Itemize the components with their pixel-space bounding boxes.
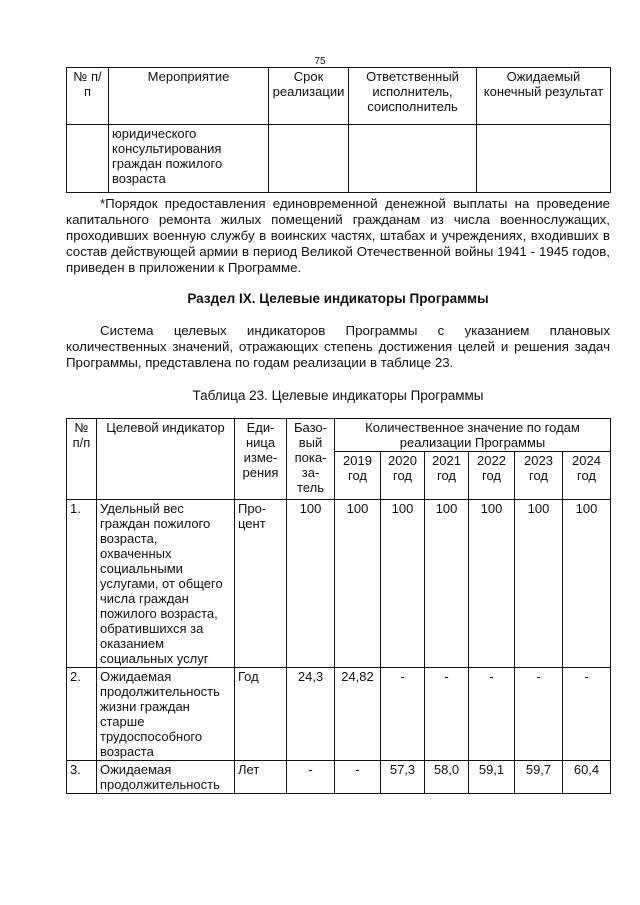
- header-executor: Ответственный исполнитель, соисполнитель: [349, 68, 477, 125]
- header-result: Ожидаемый конечный результат: [477, 68, 611, 125]
- cell-value: 59,1: [469, 761, 515, 794]
- cell-value: 60,4: [563, 761, 611, 794]
- header-year: 2022 год: [469, 452, 515, 500]
- table-caption: Таблица 23. Целевые индикаторы Программы: [192, 388, 484, 403]
- header-base: Базо-вый пока-за-тель: [287, 419, 335, 500]
- header-year: 2021 год: [425, 452, 469, 500]
- cell-base: 100: [287, 500, 335, 668]
- table-header-row: [67, 68, 611, 125]
- cell-unit: Год: [235, 668, 287, 761]
- cell-value: 57,3: [381, 761, 425, 794]
- cell-num: 2.: [67, 668, 97, 761]
- header-unit: Еди-ница изме-рения: [235, 419, 287, 500]
- footnote-paragraph: *Порядок предоставления единовременной денежной выплаты на проведение капитального ремонта жилых помещений гражданам из числа военнослужащих, проходивших военную службу в воинских частях, штабах и учреждениях, входивших в состав действующей армии в период Великой Отечественной войны 1941 - 1945 годов, приведен в приложении к Программе.: [66, 196, 610, 275]
- cell-measure: юридического консультирования граждан пожилого возраста: [109, 125, 269, 193]
- cell-value: -: [335, 761, 381, 794]
- cell-value: -: [515, 668, 563, 761]
- page-number: 75: [314, 56, 326, 67]
- cell-value: 100: [515, 500, 563, 668]
- cell-num: 3.: [67, 761, 97, 794]
- header-measure: Мероприятие: [109, 68, 269, 125]
- cell-value: 59,7: [515, 761, 563, 794]
- cell-value: -: [425, 668, 469, 761]
- header-year: 2019 год: [335, 452, 381, 500]
- header-num: № п/п: [67, 419, 97, 500]
- table-row: [67, 668, 611, 761]
- cell-value: 24,82: [335, 668, 381, 761]
- cell-num: [67, 125, 109, 193]
- cell-num: 1.: [67, 500, 97, 668]
- cell-value: 100: [469, 500, 515, 668]
- header-year: 2024 год: [563, 452, 611, 500]
- cell-unit: Лет: [235, 761, 287, 794]
- table-row: [67, 500, 611, 668]
- table-row: [67, 125, 611, 193]
- header-indicator: Целевой индикатор: [97, 419, 235, 500]
- cell-indicator: Ожидаемая продолжительность жизни граждан старше трудоспособного возраста: [97, 668, 235, 761]
- section-heading: Раздел IX. Целевые индикаторы Программы: [187, 291, 489, 306]
- header-year: 2020 год: [381, 452, 425, 500]
- cell-unit: Про-цент: [235, 500, 287, 668]
- cell-base: 24,3: [287, 668, 335, 761]
- header-years-group: Количественное значение по годам реализации Программы: [335, 419, 611, 452]
- cell-result: [477, 125, 611, 193]
- cell-value: 100: [381, 500, 425, 668]
- cell-value: -: [381, 668, 425, 761]
- cell-term: [269, 125, 349, 193]
- cell-base: -: [287, 761, 335, 794]
- cell-value: -: [469, 668, 515, 761]
- intro-paragraph: Система целевых индикаторов Программы с указанием плановых количественных значений, отражающих степень достижения целей и решения задач Программы, представлена по годам реализации в таблице 23.: [66, 323, 610, 370]
- table-row: [67, 761, 611, 794]
- indicators-table: [66, 418, 611, 794]
- header-year: 2023 год: [515, 452, 563, 500]
- cell-value: 100: [425, 500, 469, 668]
- table-header-row: [67, 419, 611, 452]
- cell-indicator: Ожидаемая продолжительность: [97, 761, 235, 794]
- cell-value: -: [563, 668, 611, 761]
- cell-value: 58,0: [425, 761, 469, 794]
- cell-executor: [349, 125, 477, 193]
- cell-value: 100: [335, 500, 381, 668]
- cell-indicator: Удельный вес граждан пожилого возраста, охваченных социальными услугами, от общего числа граждан пожилого возраста, обратившихся за оказанием социальных услуг: [97, 500, 235, 668]
- header-term: Срок реализации: [269, 68, 349, 125]
- measures-table: [66, 67, 611, 193]
- header-num: № п/п: [67, 68, 109, 125]
- cell-value: 100: [563, 500, 611, 668]
